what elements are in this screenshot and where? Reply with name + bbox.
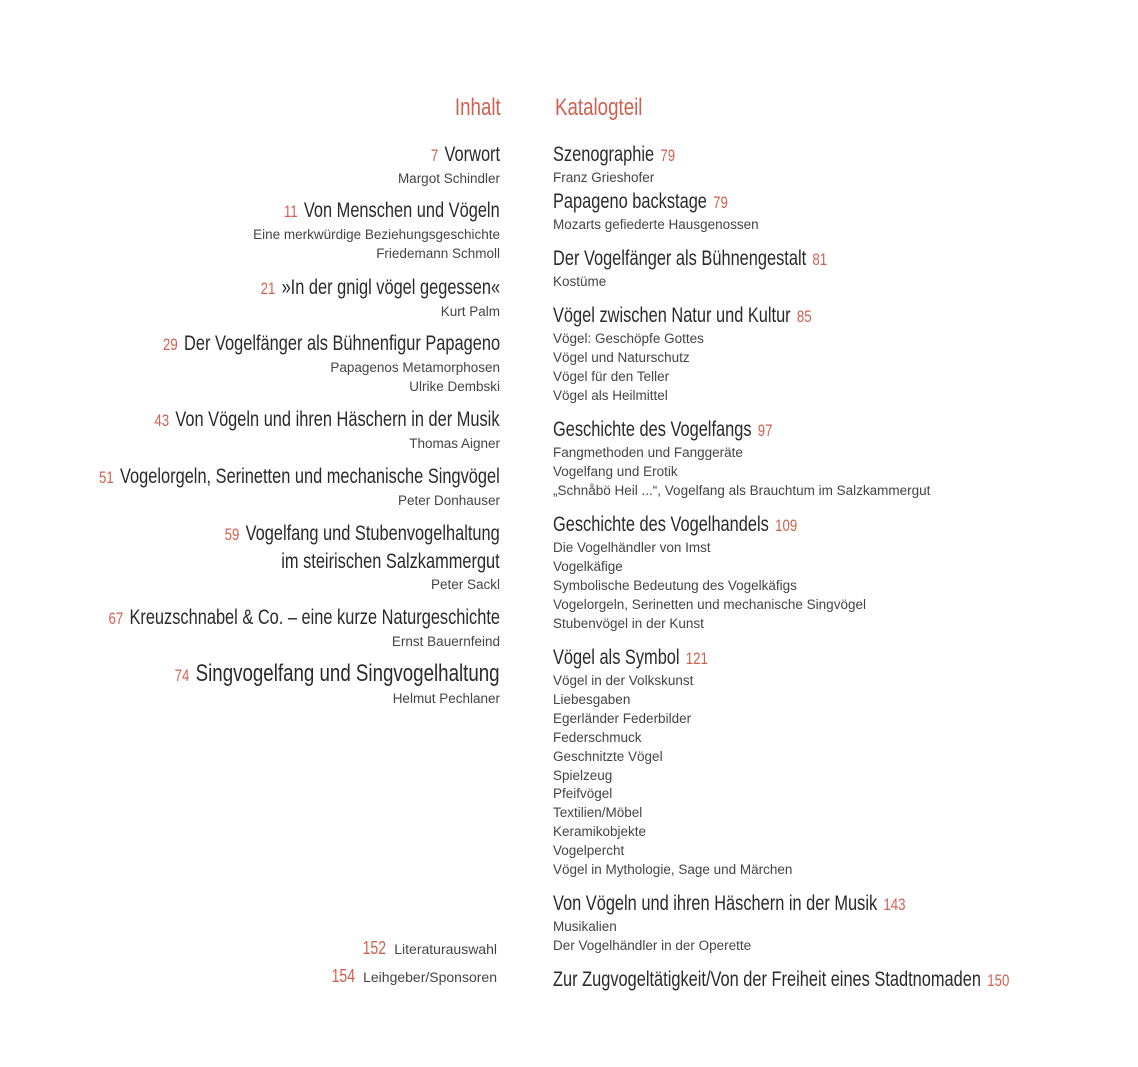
- toc-entry-vogelfang-stubenvogel[interactable]: [147, 520, 500, 594]
- page-number: 152: [362, 938, 386, 958]
- entry-sub: Vogelkäfige: [553, 558, 623, 574]
- catalog-entry-papageno-backstage[interactable]: [553, 188, 777, 235]
- catalog-entry-vogelhandel[interactable]: [553, 511, 866, 634]
- entry-sub: Vogelorgeln, Serinetten und mechanische Singvögel: [553, 596, 866, 612]
- entry-sub: Vogelpercht: [553, 843, 625, 859]
- page-number: 51: [99, 468, 115, 487]
- entry-author: Margot Schindler: [397, 171, 500, 186]
- entry-title: Vorwort: [444, 143, 500, 166]
- toc-entry-singvogelfang[interactable]: [83, 660, 500, 708]
- entry-title: Von Menschen und Vögeln: [304, 199, 500, 222]
- entry-title: Der Vogelfänger als Bühnengestalt: [553, 247, 807, 270]
- entry-sub: „Schnåbö Heil ...“, Vogelfang als Brauchtum im Salzkammergut: [553, 482, 931, 498]
- catalog-entry-zugvogel[interactable]: [553, 966, 1138, 994]
- catalog-entry-symbol[interactable]: [553, 644, 792, 880]
- entry-title: Geschichte des Vogelhandels: [553, 513, 769, 536]
- catalog-entry-buehnengestalt[interactable]: [553, 245, 904, 292]
- catalog-entry-szenographie[interactable]: [553, 141, 710, 188]
- entry-title: Kreuzschnabel & Co. – eine kurze Naturgeschichte: [129, 606, 500, 629]
- entry-author: Friedemann Schmoll: [376, 246, 500, 261]
- page-number: 29: [162, 335, 178, 354]
- entry-subtitle: Papagenos Metamorphosen: [330, 360, 500, 375]
- entry-sub: Franz Grieshofer: [553, 170, 655, 185]
- page-number: 143: [883, 895, 906, 914]
- entry-sub: Der Vogelhändler in der Operette: [553, 937, 752, 953]
- entry-sub: Vögel für den Teller: [553, 368, 670, 384]
- catalog-entry-musik[interactable]: [553, 890, 1005, 956]
- page-number: 79: [660, 146, 676, 165]
- page-number: 97: [757, 421, 773, 440]
- entry-title: Papageno backstage: [553, 190, 707, 213]
- entry-title: Szenographie: [553, 143, 655, 166]
- entry-title: Geschichte des Vogelfangs: [553, 418, 752, 441]
- entry-sub: Vögel als Heilmittel: [553, 387, 668, 403]
- entry-author: Ulrike Dembski: [409, 379, 500, 394]
- page-number: 85: [796, 307, 812, 326]
- toc-entry-gnigl[interactable]: [193, 274, 500, 321]
- entry-author: Thomas Aigner: [409, 436, 500, 451]
- entry-author: Ernst Bauernfeind: [391, 634, 500, 649]
- page-number: 21: [260, 279, 276, 298]
- entry-sub: Vogelfang und Erotik: [553, 463, 678, 479]
- entry-sub: Spielzeug: [553, 767, 613, 783]
- inhalt-heading: Inhalt: [455, 94, 501, 121]
- entry-sub: Geschnitzte Vögel: [553, 748, 663, 764]
- toc-entry-leihgeber[interactable]: [325, 966, 497, 987]
- entry-sub: Mozarts gefiederte Hausgenossen: [553, 217, 759, 232]
- entry-sub: Liebesgaben: [553, 691, 631, 707]
- entry-sub: Musikalien: [553, 919, 617, 934]
- entry-title: Vögel als Symbol: [553, 646, 680, 669]
- entry-sub: Fangmethoden und Fanggeräte: [553, 445, 743, 460]
- entry-sub: Keramikobjekte: [553, 824, 647, 840]
- entry-title: »In der gnigl vögel gegessen«: [281, 276, 500, 299]
- entry-sub: Pfeifvögel: [553, 786, 613, 802]
- page-number: 81: [812, 250, 828, 269]
- entry-sub: Vögel in der Volkskunst: [553, 673, 694, 688]
- page-number: 11: [284, 202, 298, 221]
- page-number: 74: [175, 666, 190, 685]
- entry-sub: Textilien/Möbel: [553, 805, 643, 821]
- entry-title: Singvogelfang und Singvogelhaltung: [196, 660, 500, 687]
- entry-title: Vogelorgeln, Serinetten und mechanische Singvögel: [120, 465, 500, 488]
- toc-entry-von-menschen-und-voegeln[interactable]: [223, 197, 500, 263]
- entry-sub: Symbolische Bedeutung des Vogelkäfigs: [553, 577, 797, 593]
- entry-title: Vögel zwischen Natur und Kultur: [553, 304, 791, 327]
- entry-label: Leihgeber/Sponsoren: [363, 969, 497, 985]
- entry-sub: Stubenvögel in der Kunst: [553, 615, 704, 631]
- page-number: 79: [713, 193, 728, 212]
- entry-author: Kurt Palm: [440, 304, 500, 319]
- entry-title: Von Vögeln und ihren Häschern in der Musik: [553, 892, 878, 915]
- toc-entry-literaturauswahl[interactable]: [356, 938, 497, 959]
- entry-title: Zur Zugvogeltätigkeit/Von der Freiheit eines Stadtnomaden: [553, 968, 981, 991]
- toc-entry-vorwort[interactable]: [398, 141, 500, 188]
- page-number: 121: [685, 649, 708, 668]
- entry-title-line-2: im steirischen Salzkammergut: [281, 550, 500, 573]
- page-number: 67: [108, 609, 124, 628]
- entry-sub: Vögel: Geschöpfe Gottes: [553, 331, 704, 346]
- page-number: 7: [430, 146, 439, 165]
- entry-author: Peter Sackl: [430, 577, 500, 592]
- entry-title: Von Vögeln und ihren Häschern in der Musik: [175, 408, 500, 431]
- toc-entry-musik[interactable]: [57, 406, 500, 453]
- entry-sub: Vögel in Mythologie, Sage und Märchen: [553, 862, 793, 878]
- toc-entry-vogelorgeln[interactable]: [0, 463, 500, 510]
- entry-author: Helmut Pechlaner: [392, 691, 500, 706]
- entry-sub: Die Vogelhändler von Imst: [553, 540, 711, 555]
- entry-sub: Vögel und Naturschutz: [553, 349, 690, 365]
- toc-entry-kreuzschnabel[interactable]: [0, 604, 500, 651]
- page-number: 154: [331, 966, 355, 986]
- page-number: 109: [775, 516, 798, 535]
- entry-sub: Kostüme: [553, 274, 607, 289]
- entry-subtitle: Eine merkwürdige Beziehungsgeschichte: [253, 227, 500, 242]
- page-number: 59: [224, 525, 240, 544]
- catalog-entry-natur-und-kultur[interactable]: [553, 302, 885, 406]
- page-number: 150: [987, 971, 1010, 990]
- entry-title: Vogelfang und Stubenvogelhaltung: [245, 522, 500, 545]
- entry-label: Literaturauswahl: [394, 941, 497, 957]
- catalog-entry-vogelfang[interactable]: [553, 416, 930, 501]
- entry-sub: Federschmuck: [553, 729, 642, 745]
- page-number: 43: [154, 411, 170, 430]
- katalogteil-heading: Katalogteil: [555, 94, 643, 121]
- entry-sub: Egerländer Federbilder: [553, 710, 692, 726]
- entry-title: Der Vogelfänger als Bühnenfigur Papageno: [183, 332, 500, 355]
- toc-entry-papageno[interactable]: [68, 330, 500, 396]
- entry-author: Peter Donhauser: [397, 493, 500, 508]
